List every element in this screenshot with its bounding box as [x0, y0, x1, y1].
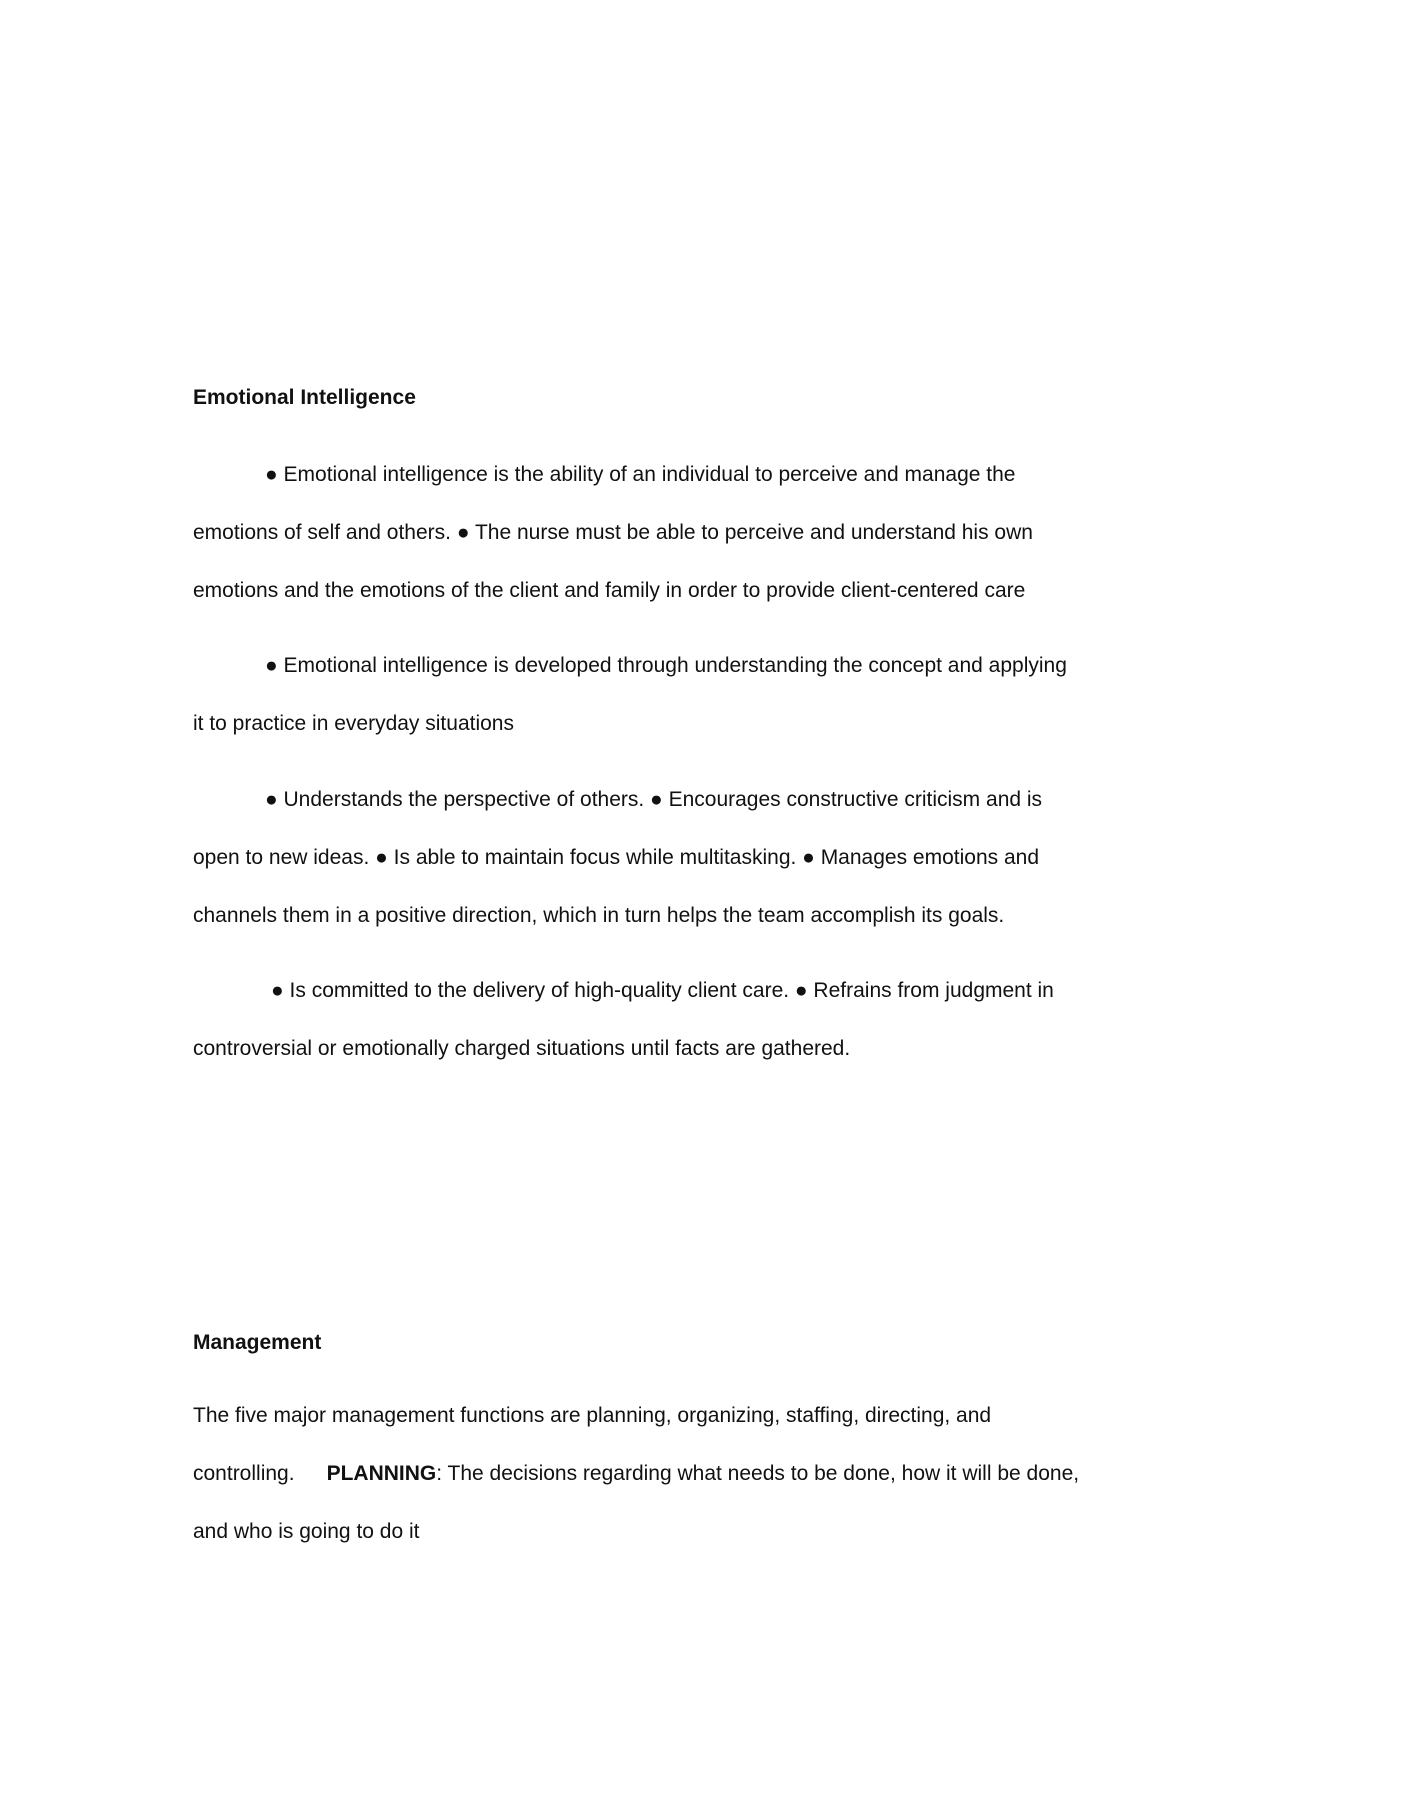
heading-emotional-intelligence: Emotional Intelligence — [193, 386, 416, 409]
ei-paragraph-3 — [193, 771, 1193, 945]
mgmt-p1-line-2: controlling. PLANNING: The decisions regarding what needs to be done, how it will be done, — [193, 1462, 1080, 1485]
heading-management: Management — [193, 1331, 322, 1354]
ei-paragraph-1 — [193, 446, 1193, 620]
ei-p3-line-2: open to new ideas. ● Is able to maintain focus while multitasking. ● Manages emotions and — [193, 846, 1039, 869]
ei-p3-line-3: channels them in a positive direction, which in turn helps the team accomplish its goals. — [193, 904, 1005, 927]
ei-p4-line-2: controversial or emotionally charged situations until facts are gathered. — [193, 1037, 851, 1060]
ei-p2-line-2: it to practice in everyday situations — [193, 712, 514, 735]
ei-p1-line-3: emotions and the emotions of the client and family in order to provide client-centered care — [193, 579, 1026, 602]
ei-p1-line-1: ● Emotional intelligence is the ability of an individual to perceive and manage the — [265, 463, 1016, 486]
ei-paragraph-4 — [193, 962, 1193, 1078]
ei-p2-line-1: ● Emotional intelligence is developed through understanding the concept and applying — [265, 654, 1067, 677]
ei-p4-line-1: ● Is committed to the delivery of high-quality client care. ● Refrains from judgment in — [271, 979, 1054, 1002]
mgmt-paragraph-1 — [193, 1387, 1193, 1561]
ei-paragraph-2 — [193, 637, 1193, 753]
ei-p3-line-1: ● Understands the perspective of others. ● Encourages constructive criticism and is — [265, 788, 1043, 811]
planning-term: PLANNING — [326, 1462, 437, 1485]
mgmt-p1-line-1: The five major management functions are planning, organizing, staffing, directing, and — [193, 1404, 992, 1427]
ei-p1-line-2: emotions of self and others. ● The nurse must be able to perceive and understand his own — [193, 521, 1033, 544]
mgmt-p1-line-3: and who is going to do it — [193, 1520, 420, 1543]
